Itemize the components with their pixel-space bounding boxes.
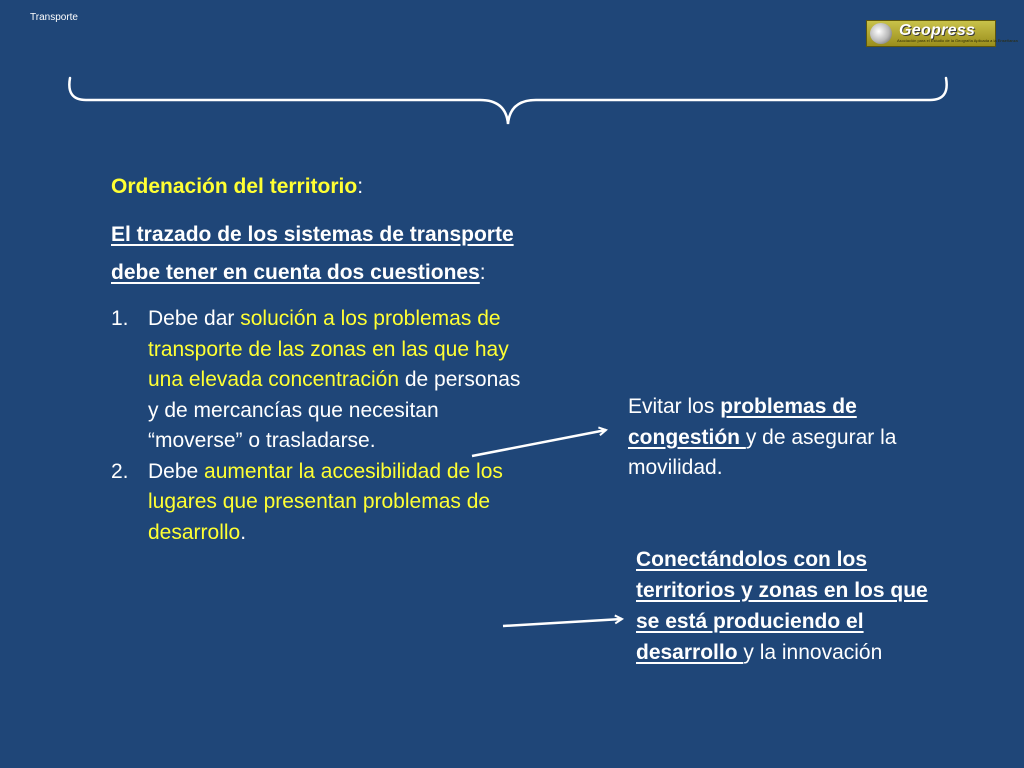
points-list	[111, 304, 531, 548]
outcome-emphasis: problemas de congestión	[628, 395, 857, 449]
geopress-logo	[866, 20, 1018, 47]
title-colon: :	[357, 175, 364, 198]
outcome-text: y la innovación	[743, 641, 883, 664]
outcome-emphasis: Conectándolos con los territorios y zonas en los que se está produciendo el desarrollo	[636, 548, 928, 664]
intro-statement	[111, 216, 531, 292]
list-number: 2.	[111, 459, 129, 483]
outcome-development	[636, 544, 956, 668]
point-text: de personas y de mercancías que necesitan “moverse” o trasladarse.	[148, 368, 521, 452]
section-label: Transporte	[30, 12, 78, 23]
intro-text: El trazado de los sistemas de transporte debe tener en cuenta dos cuestiones	[111, 223, 514, 284]
outcome-text: y de asegurar la movilidad.	[628, 425, 897, 479]
arrow-2	[503, 619, 622, 626]
logo-tagline: Asociación para el Estudio de la Geografía Aplicada a la Enseñanza	[897, 38, 1018, 43]
point-text: Debe	[148, 459, 205, 483]
curly-brace	[60, 72, 960, 132]
logo-name: Geopress	[899, 22, 976, 39]
list-item	[111, 304, 531, 457]
outcome-text: Evitar los	[628, 395, 721, 418]
point-highlight: aumentar la accesibilidad de los lugares que presentan problemas de desarrollo	[148, 459, 503, 544]
list-number: 1.	[111, 307, 129, 330]
list-item	[111, 457, 531, 549]
title-text: Ordenación del territorio	[111, 175, 358, 198]
outcome-congestion	[628, 392, 928, 484]
main-content	[111, 172, 531, 548]
point-text: Debe dar	[148, 307, 241, 330]
point-highlight: solución a los problemas de transporte de las zonas en las que hay una elevada concentración	[148, 307, 509, 391]
point-text: .	[240, 520, 247, 544]
globe-emblem-icon	[870, 23, 892, 44]
section-title	[111, 172, 531, 202]
intro-colon: :	[479, 261, 486, 284]
